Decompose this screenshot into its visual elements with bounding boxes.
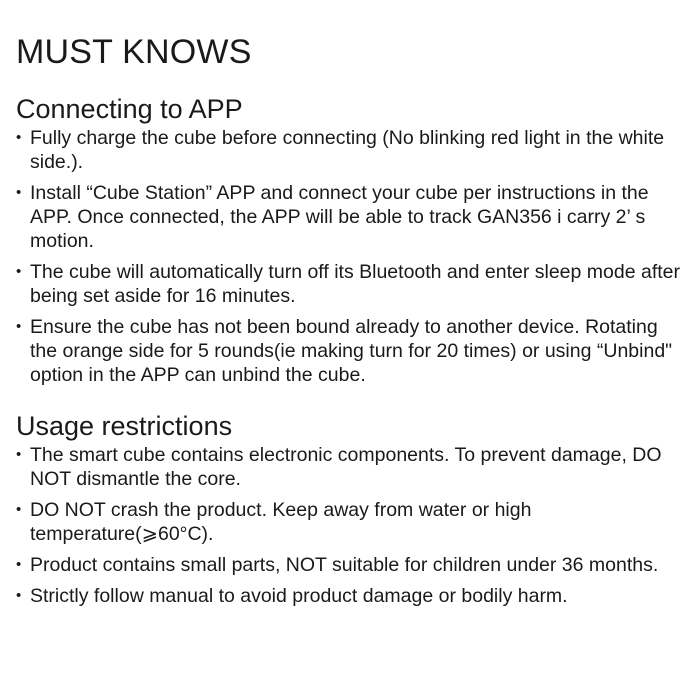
section-heading-usage-restrictions: Usage restrictions bbox=[16, 411, 233, 441]
usage-restrictions-list bbox=[16, 443, 686, 608]
page-title: MUST KNOWS bbox=[16, 33, 252, 71]
list-item: • Product contains small parts, NOT suitable for children under 36 months. bbox=[16, 553, 686, 577]
list-item: • Strictly follow manual to avoid product damage or bodily harm. bbox=[16, 584, 686, 608]
list-item: • Install “Cube Station” APP and connect your cube per instructions in the APP. Once connected, the APP will be able to track GAN356 i carry 2’ s motion. bbox=[16, 181, 686, 253]
connecting-list bbox=[16, 126, 686, 387]
list-item: • DO NOT crash the product. Keep away from water or high temperature(⩾60°C). bbox=[16, 498, 686, 546]
list-item: • Ensure the cube has not been bound already to another device. Rotating the orange side for 5 rounds(ie making turn for 20 times) or using “Unbind" option in the APP can unbind the cube. bbox=[16, 315, 686, 387]
list-item: • The smart cube contains electronic components. To prevent damage, DO NOT dismantle the core. bbox=[16, 443, 686, 491]
list-item: • Fully charge the cube before connecting (No blinking red light in the white side.). bbox=[16, 126, 686, 174]
section-heading-connecting: Connecting to APP bbox=[16, 94, 243, 124]
must-knows-page bbox=[16, 30, 686, 608]
list-item: • The cube will automatically turn off its Bluetooth and enter sleep mode after being set aside for 16 minutes. bbox=[16, 260, 686, 308]
